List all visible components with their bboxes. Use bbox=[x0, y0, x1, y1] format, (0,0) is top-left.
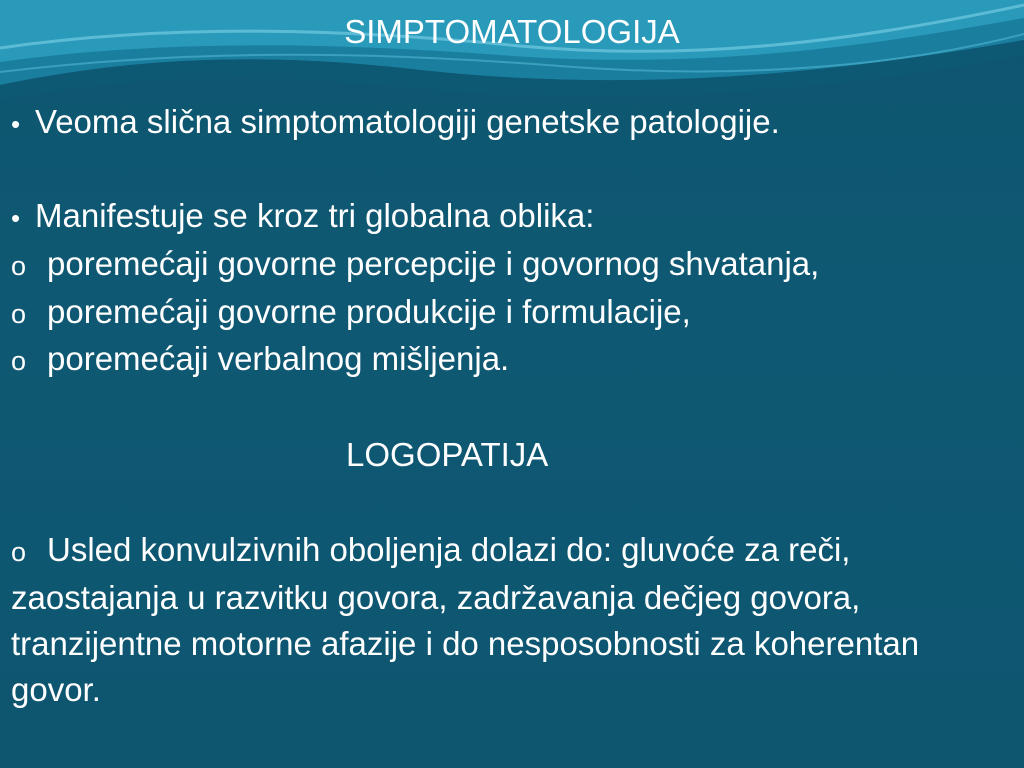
sub-marker: o bbox=[11, 251, 27, 281]
section-subtitle: LOGOPATIJA bbox=[346, 436, 549, 473]
bullet-item bbox=[11, 194, 594, 240]
slide-title: SIMPTOMATOLOGIJA bbox=[344, 13, 680, 50]
sub-item bbox=[11, 242, 819, 288]
bullet-text: Manifestuje se kroz tri globalna oblika: bbox=[35, 197, 595, 234]
bullet-item bbox=[11, 100, 780, 146]
sub-text: poremećaji govorne produkcije i formulacije, bbox=[47, 293, 691, 330]
bullet-marker: • bbox=[11, 203, 21, 233]
sub-text: poremećaji verbalnog mišljenja. bbox=[47, 340, 510, 377]
sub-marker: o bbox=[11, 346, 27, 376]
bullet-text: Veoma slična simptomatologiji genetske patologije. bbox=[35, 103, 780, 140]
sub-text: poremećaji govorne percepcije i govornog shvatanja, bbox=[47, 245, 820, 282]
bullet-marker: • bbox=[11, 109, 21, 139]
paragraph-text: Usled konvulzivnih oboljenja dolazi do: gluvoće za reči, zaostajanja u razvitku govora, zadržavanja dečjeg govora, tranzijentne motorne afazije i do nesposobnosti za koherentan govor. bbox=[11, 531, 920, 708]
sub-item bbox=[11, 337, 509, 383]
sub-item bbox=[11, 290, 691, 336]
sub-marker: o bbox=[11, 299, 27, 329]
paragraph-marker: o bbox=[11, 537, 27, 567]
paragraph bbox=[11, 527, 1016, 713]
